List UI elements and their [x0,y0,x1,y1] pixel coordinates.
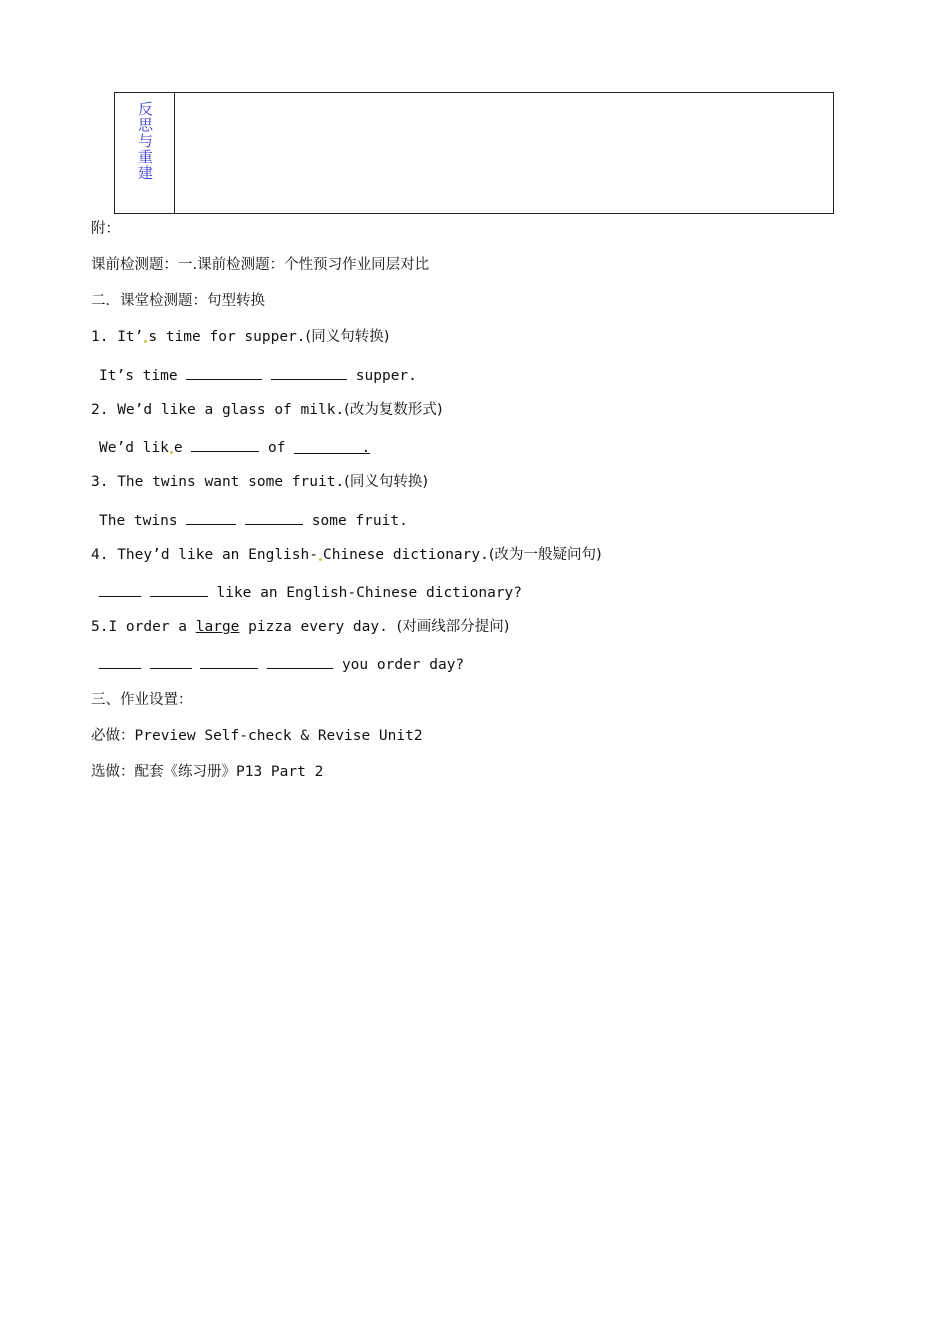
answer-1-text-b: supper. [355,368,417,384]
question-3-hint: (同义句转换) [344,474,428,490]
section-pre-check-text: 课前检测题：一.课前检测题：个性预习作业同层对比 [91,257,430,273]
reflection-table [114,92,834,214]
answer-1-text-a: It’s time [99,368,178,384]
answer-2-text-b: e [173,440,183,456]
answer-2-text-a: We’d lik [99,440,169,456]
mark-dot [144,340,147,343]
answer-5-text: you order day? [341,657,465,673]
question-3 [91,472,428,492]
appendix-label: 附： [91,221,120,237]
homework-required-text: Preview Self-check & Revise Unit2 [134,728,423,744]
answer-4-blank-1[interactable] [99,581,141,597]
reflection-label: 反思与重建 [136,101,154,181]
question-4-hint: (改为一般疑问句) [488,547,602,563]
section-pre-check [91,255,429,275]
question-1 [91,327,389,347]
question-1-prompt-b: s time for supper. [148,329,306,345]
section-class-check [91,291,265,311]
homework-required-label: 必做： [91,728,135,744]
answer-4 [99,581,522,603]
question-5 [91,617,509,637]
answer-1 [99,364,417,386]
question-4-prompt-b: - [309,547,318,563]
homework-optional [91,762,323,782]
answer-3-text-a: The twins [99,513,178,529]
answer-1-blank-2[interactable] [271,364,347,380]
mark-dot [170,451,173,454]
answer-4-text: like an English-Chinese dictionary? [216,585,523,601]
question-5-underlined-word: large [195,619,240,635]
question-1-prompt-a: 1. It’ [91,329,144,345]
question-4-prompt-a: 4. They’d like an English [91,547,310,563]
answer-2-text-c: of [268,440,286,456]
answer-2 [99,436,370,458]
answer-2-blank-1[interactable] [191,436,259,452]
question-2-hint: (改为复数形式) [344,402,443,418]
question-3-prompt: 3. The twins want some fruit. [91,474,345,490]
question-4 [91,545,602,565]
section-class-check-text: 二．课堂检测题：句型转换 [91,293,265,309]
answer-3-blank-2[interactable] [245,509,303,525]
answer-4-blank-2[interactable] [150,581,208,597]
question-4-prompt-c: Chinese dictionary. [322,547,489,563]
answer-1-blank-1[interactable] [186,364,262,380]
question-1-hint: (同义句转换) [305,329,390,345]
answer-3-text-b: some fruit. [311,513,408,529]
question-2-prompt: 2. We’d like a glass of milk. [91,402,345,418]
question-5-prompt-b: pizza every day. [248,619,388,635]
homework-required [91,726,423,746]
section-homework: 三、作业设置： [91,692,193,708]
homework-optional-label: 选做： [91,764,135,780]
question-2 [91,400,443,420]
question-5-prompt-a: 5.I order a [91,619,188,635]
reflection-label-cell [115,93,175,213]
answer-3 [99,509,408,531]
question-5-hint: (对画线部分提问) [396,619,510,635]
answer-5-blank-3[interactable] [200,653,258,669]
answer-5-blank-2[interactable] [150,653,192,669]
reflection-content-cell [175,93,833,213]
answer-5-blank-1[interactable] [99,653,141,669]
answer-2-blank-2[interactable] [294,438,370,454]
answer-2-period: . [361,440,371,456]
answer-5-blank-4[interactable] [267,653,333,669]
homework-optional-text: 配套《练习册》P13 Part 2 [134,764,324,780]
answer-3-blank-1[interactable] [186,509,236,525]
answer-5 [99,653,464,675]
mark-dot [319,558,322,561]
